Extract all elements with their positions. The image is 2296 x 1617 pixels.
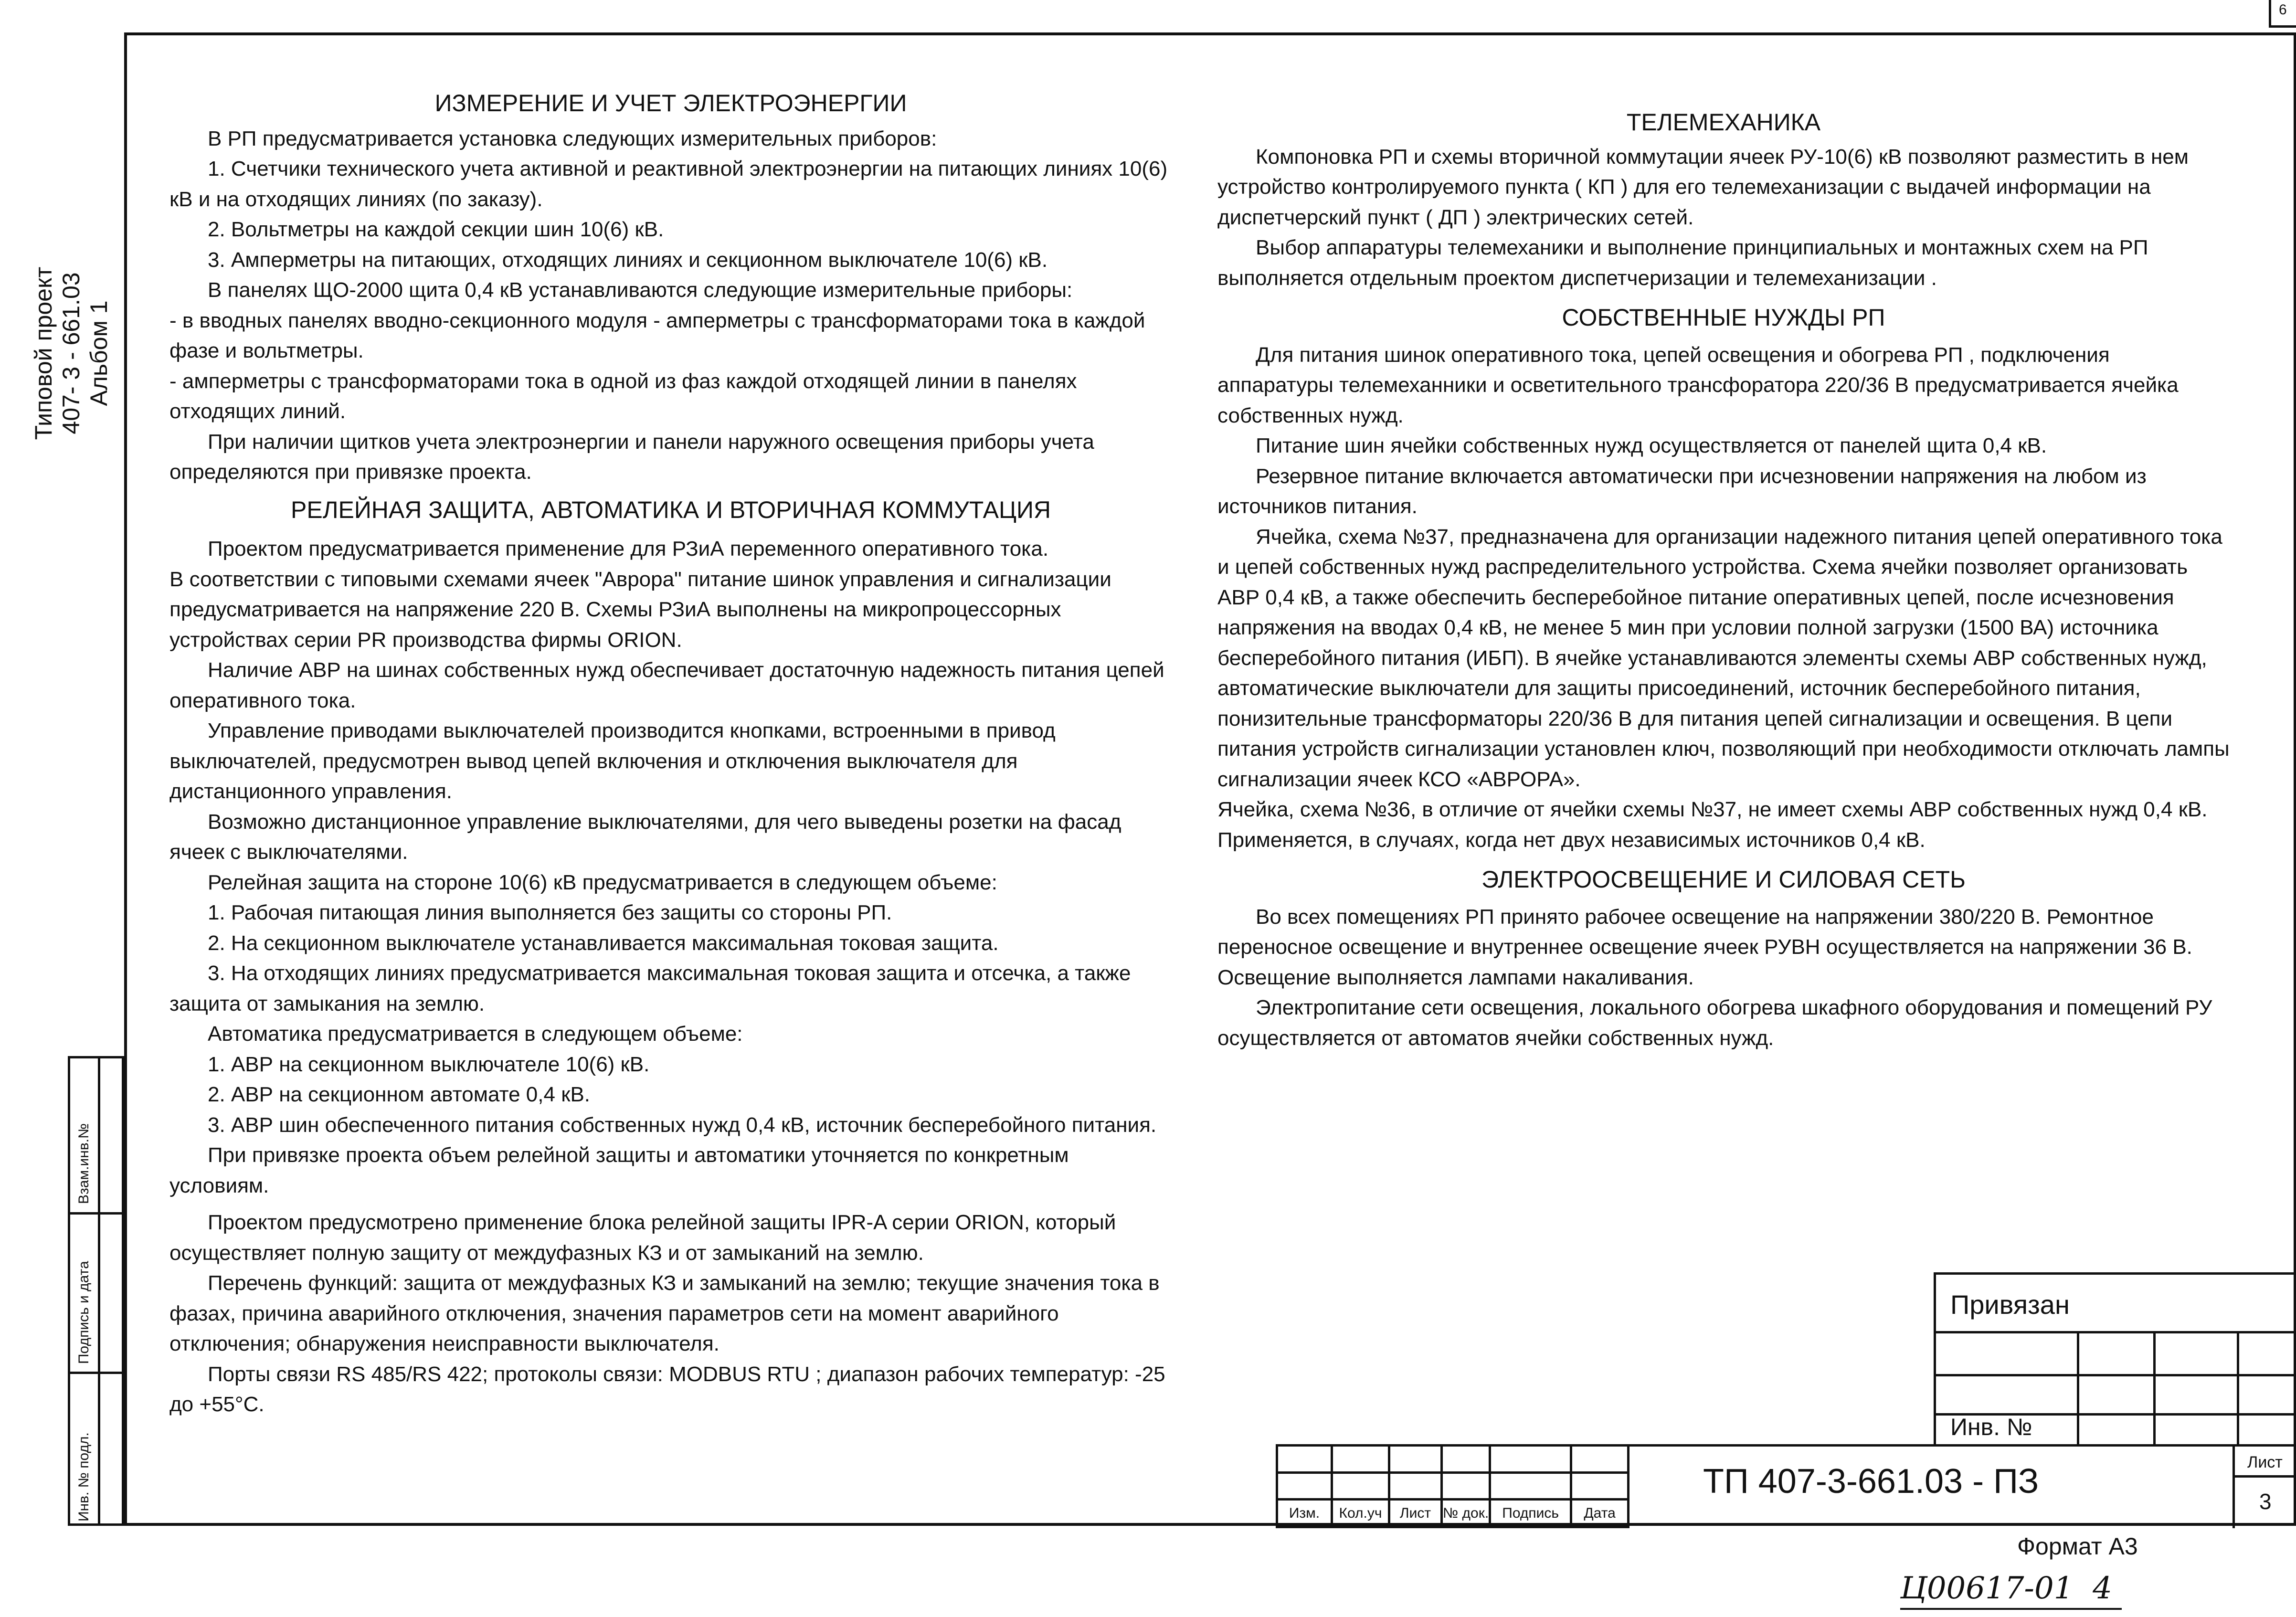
paragraph: Порты связи RS 485/RS 422; протоколы связи: MODBUS RTU ; диапазон рабочих температур: -25 до +55°С. — [169, 1362, 1165, 1416]
paragraph: В панелях ЩО-2000 щита 0,4 кВ устанавливаются следующие измерительные приборы: — [208, 278, 1073, 302]
left-column — [169, 88, 1172, 1420]
corner-number: 6 — [2279, 2, 2287, 18]
paragraph: Ячейка, схема №37, предназначена для организации надежного питания цепей оперативного тока и цепей собственных нужд распределительного устройства. Схема ячейки позволяет организовать АВР 0,4 кВ, а также обеспечить бесперебойное питание оперативных цепей, после исчезновения напряжения на вводах 0,4 кВ, не менее 5 мин при условии полной загрузки (1500 ВА) источника бесперебойного питания (ИБП). В ячейке устанавливаются элементы схемы АВР собственных нужд, автоматические выключатели для защиты присоединений, источник бесперебойного питания, понизительные трансформаторы 220/36 В для питания цепей сигнализации и освещения. В цепи питания устройств сигнализации установлен ключ, позволяющий при необходимости отключать лампы сигнализации ячеек КСО «АВРОРА». — [1217, 525, 2230, 791]
section-heading-own-needs: СОБСТВЕННЫЕ НУЖДЫ РП — [1562, 304, 1885, 331]
paragraph: 3. Амперметры на питающих, отходящих линиях и секционном выключателе 10(6) кВ. — [208, 248, 1048, 272]
section-heading-metering: ИЗМЕРЕНИЕ И УЧЕТ ЭЛЕКТРОЭНЕРГИИ — [434, 90, 907, 116]
paragraph: Электропитание сети освещения, локального обогрева шкафного оборудования и помещений РУ осуществляется от автоматов ячейки собственных нужд. — [1217, 996, 2212, 1050]
paragraph: Возможно дистанционное управление выключателями, для чего выведены розетки на фасад ячеек с выключателями. — [169, 810, 1122, 864]
revision-table — [1276, 1444, 1629, 1528]
paragraph: В РП предусматривается установка следующих измерительных приборов: — [208, 127, 937, 150]
paragraph: Перечень функций: защита от междуфазных КЗ и замыканий на землю; текущие значения тока в фазах, причина аварийного отключения, значения параметров сети на момент аварийного отключения; обнаружения неисправности выключателя. — [169, 1271, 1160, 1355]
paragraph: Проектом предусмотрено применение блока релейной защиты IPR-A серии ORION, который осуществляет полную защиту от междуфазных КЗ и от замыканий на землю. — [169, 1211, 1116, 1265]
format-label: Формат А3 — [2017, 1533, 2138, 1560]
paragraph: 2. АВР на секционном автомате 0,4 кВ. — [208, 1083, 591, 1106]
paragraph: Релейная защита на стороне 10(6) кВ предусматривается в следующем объеме: — [208, 870, 997, 894]
paragraph: Наличие АВР на шинах собственных нужд обеспечивает достаточную надежность питания цепей оперативного тока. — [169, 658, 1164, 712]
side-label-signature: Подпись и дата — [76, 1261, 92, 1364]
header-change: Изм. — [1277, 1500, 1332, 1527]
header-doc: № док. — [1442, 1500, 1490, 1527]
paragraph: Автоматика предусматривается в следующем объеме: — [208, 1022, 743, 1046]
paragraph: В соответствии с типовыми схемами ячеек "Аврора" питание шинок управления и сигнализации предусматривается на напряжение 220 В. Схемы РЗиА выполнены на микропроцессорных устройствах серии PR производства фирмы ORION. — [169, 567, 1111, 652]
paragraph: Во всех помещениях РП принято рабочее освещение на напряжении 380/220 В. Ремонтное переносное освещение и внутреннее освещение ячеек РУВН осуществляется на напряжении 36 В. Освещение выполняется лампами накаливания. — [1217, 905, 2192, 989]
inventory-label: Инв. № — [1950, 1414, 2032, 1440]
header-sheet: Лист — [1389, 1500, 1442, 1527]
paragraph: 1. Счетчики технического учета активной и реактивной электроэнергии на питающих линиях 10(6) кВ и на отходящих линиях (по заказу). — [169, 157, 1168, 211]
side-label-replace: Взам.инв.№ — [76, 1123, 92, 1204]
binding-block — [1934, 1272, 2296, 1444]
paragraph: При привязке проекта объем релейной защиты и автоматики уточняется по конкретным условиям. — [169, 1143, 1069, 1197]
paragraph: При наличии щитков учета электроэнергии и панели наружного освещения приборы учета определяются при привязке проекта. — [169, 430, 1094, 484]
paragraph: 3. На отходящих линиях предусматривается максимальная токовая защита и отсечка, а также защита от замыкания на землю. — [169, 962, 1131, 1015]
section-heading-relay: РЕЛЕЙНАЯ ЗАЩИТА, АВТОМАТИКА И ВТОРИЧНАЯ КОММУТАЦИЯ — [291, 496, 1051, 523]
side-title-line3: Альбом 1 — [85, 300, 112, 406]
side-title-line2: 407- 3 - 661.03 — [58, 272, 85, 434]
section-heading-telemechanics: ТЕЛЕМЕХАНИКА — [1626, 109, 1821, 136]
side-label-inventory: Инв. № подл. — [76, 1432, 92, 1522]
paragraph: 1. Рабочая питающая линия выполняется без защиты со стороны РП. — [208, 901, 892, 924]
paragraph: Питание шин ячейки собственных нужд осуществляется от панелей щита 0,4 кВ. — [1256, 434, 2047, 457]
paragraph: Ячейка, схема №36, в отличие от ячейки схемы №37, не имеет схемы АВР собственных нужд 0,4 кВ. Применяется, в случаях, когда нет двух независимых источников 0,4 кВ. — [1217, 798, 2208, 852]
sheet-label: Лист — [2247, 1453, 2283, 1471]
paragraph: Управление приводами выключателей производится кнопками, встроенными в привод выключателей, предусмотрен вывод цепей включения и отключения выключателя для дистанционного управления. — [169, 719, 1056, 803]
paragraph: 2. На секционном выключателе устанавливается максимальная токовая защита. — [208, 931, 999, 955]
right-column — [1217, 107, 2230, 1053]
paragraph: 1. АВР на секционном выключателе 10(6) кВ. — [208, 1052, 650, 1076]
document-code: ТП 407-3-661.03 - ПЗ — [1703, 1462, 2039, 1501]
header-date: Дата — [1571, 1500, 1629, 1527]
paragraph: - в вводных панелях вводно-секционного модуля - амперметры с трансформаторами тока в каждой фазе и вольтметры. — [169, 308, 1145, 362]
header-signature: Подпись — [1490, 1500, 1571, 1527]
paragraph: Проектом предусматривается применение для РЗиА переменного оперативного тока. — [208, 537, 1049, 560]
side-title — [30, 186, 113, 520]
paragraph: 3. АВР шин обеспеченного питания собственных нужд 0,4 кВ, источник бесперебойного питания. — [208, 1113, 1157, 1137]
side-stamp — [68, 1056, 124, 1526]
paragraph: Компоновка РП и схемы вторичной коммутации ячеек РУ-10(6) кВ позволяют разместить в нем устройство контролируемого пункта ( КП ) для его телемеханизации с выдачей информации на диспетчерский пункт ( ДП ) электрических сетей. — [1217, 145, 2189, 229]
corner-box — [2269, 0, 2296, 28]
title-block — [1276, 1444, 2296, 1526]
paragraph: - амперметры с трансформаторами тока в одной из фаз каждой отходящей линии в панелях отходящих линий. — [169, 369, 1077, 423]
paragraph: Резервное питание включается автоматически при исчезновении напряжения на любом из источников питания. — [1217, 464, 2147, 518]
header-count: Кол.уч — [1332, 1500, 1389, 1527]
paragraph: Для питания шинок оперативного тока, цепей освещения и обогрева РП , подключения аппаратуры телемеханники и осветительного трансфоратора 220/36 В предусматривается ячейка собственных нужд. — [1217, 343, 2179, 427]
sheet-number: 3 — [2259, 1489, 2272, 1514]
section-heading-lighting: ЭЛЕКТРООСВЕЩЕНИЕ И СИЛОВАЯ СЕТЬ — [1481, 866, 1966, 893]
paragraph: 2. Вольтметры на каждой секции шин 10(6) кВ. — [208, 218, 664, 241]
handwritten-number: Ц00617-01 4 — [1900, 1571, 2122, 1610]
side-title-line1: Типовой проект — [30, 266, 57, 440]
binding-label: Привязан — [1950, 1289, 2070, 1320]
paragraph: Выбор аппаратуры телемеханики и выполнение принципиальных и монтажных схем на РП выполняется отдельным проектом диспетчеризации и телемеханизации . — [1217, 236, 2148, 290]
